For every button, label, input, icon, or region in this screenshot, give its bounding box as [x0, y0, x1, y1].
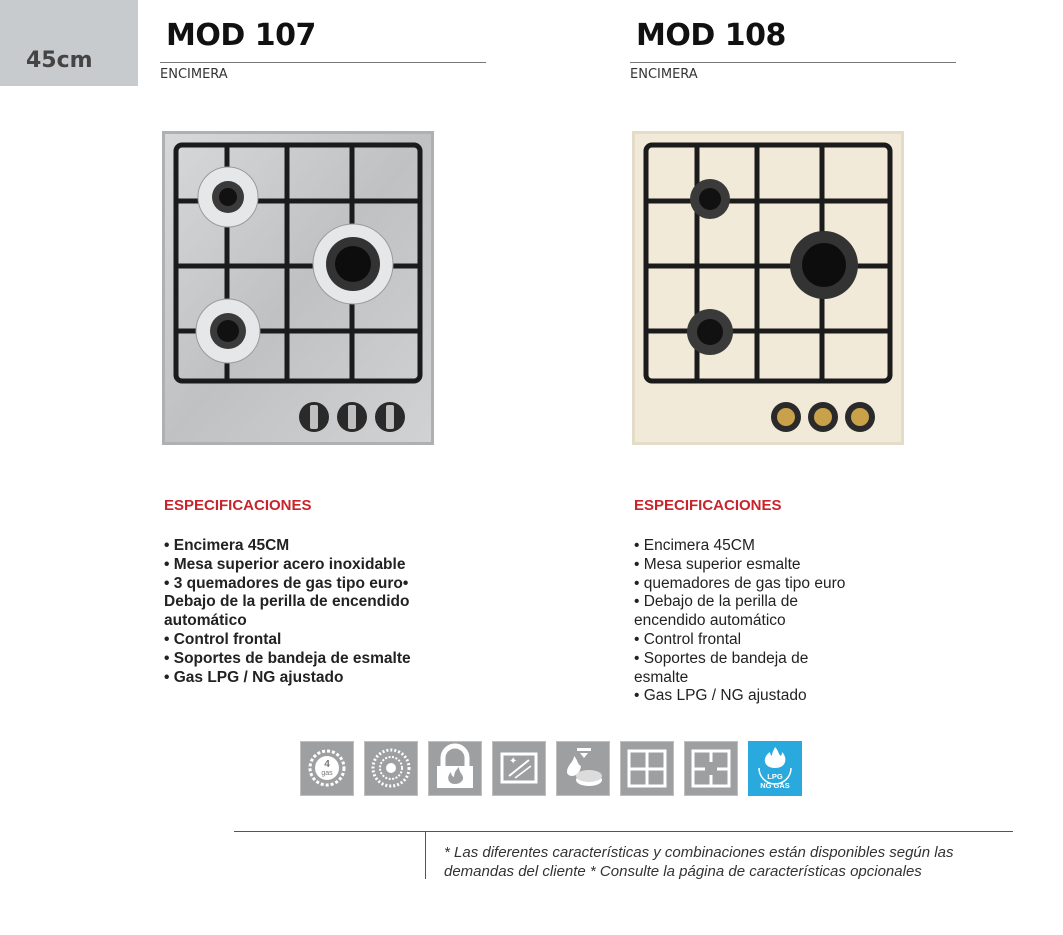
burner-ring-icon [364, 741, 418, 796]
control-knobs [299, 402, 405, 432]
spec-item: • Gas LPG / NG ajustado [164, 668, 344, 686]
glass-panel-icon [492, 741, 546, 796]
svg-text:NG GAS: NG GAS [760, 781, 790, 790]
svg-text:✦: ✦ [509, 756, 518, 767]
model-subtitle: ENCIMERA [630, 67, 698, 82]
cast-iron-grid-icon [620, 741, 674, 796]
spec-item: • Soportes de bandeja de esmalte [164, 649, 411, 667]
svg-text:gas: gas [321, 770, 333, 777]
spec-heading: ESPECIFICACIONES [634, 497, 782, 514]
spec-item: • Control frontal [164, 630, 282, 648]
model-title: MOD 107 [166, 18, 316, 53]
burner-small-2 [196, 299, 260, 363]
footnote: * Las diferentes características y combinaciones están disponibles según las demandas del cliente * Consulte la página de características opcionales [444, 844, 954, 880]
spec-item: • Soportes de bandeja de esmalte [634, 649, 809, 686]
burner-large [790, 231, 858, 299]
size-label: 45cm [26, 48, 93, 73]
title-divider [630, 62, 956, 63]
spec-item: • Control frontal [634, 630, 742, 648]
burner-small-1 [198, 167, 258, 227]
footer-vertical-divider [425, 831, 426, 879]
title-divider [160, 62, 486, 63]
burner-small-2 [687, 309, 733, 355]
burner-large [313, 224, 393, 304]
hob-image-stainless [162, 131, 434, 445]
footer-divider [234, 831, 1013, 832]
spec-item: • 3 quemadores de gas tipo euro• Debajo de la perilla de encendido automático [164, 574, 410, 630]
svg-text:4: 4 [324, 759, 330, 770]
spec-list [634, 537, 866, 706]
enamel-grid-icon [684, 741, 738, 796]
safety-lock-flame-icon [428, 741, 482, 796]
spec-item: • quemadores de gas tipo euro [634, 574, 846, 592]
model-title: MOD 108 [636, 18, 786, 53]
model-subtitle: ENCIMERA [160, 67, 228, 82]
size-tab [0, 0, 138, 86]
burner-small-1 [690, 179, 730, 219]
hob-image-cream [632, 131, 904, 445]
spec-item: • Encimera 45CM [164, 537, 290, 554]
spec-list [164, 537, 446, 687]
lpg-ng-gas-icon [748, 741, 802, 796]
spec-item: • Mesa superior acero inoxidable [164, 555, 406, 573]
spec-item: • Debajo de la perilla de encendido automático [634, 593, 798, 630]
feature-icon-row [300, 741, 802, 796]
spec-item: • Gas LPG / NG ajustado [634, 687, 807, 705]
svg-text:LPG: LPG [767, 772, 783, 781]
control-knobs [771, 402, 875, 432]
four-gas-burners-icon [300, 741, 354, 796]
spec-heading: ESPECIFICACIONES [164, 497, 312, 514]
spec-item: • Mesa superior esmalte [634, 555, 801, 573]
spec-item: • Encimera 45CM [634, 537, 755, 554]
wok-flame-icon [556, 741, 610, 796]
